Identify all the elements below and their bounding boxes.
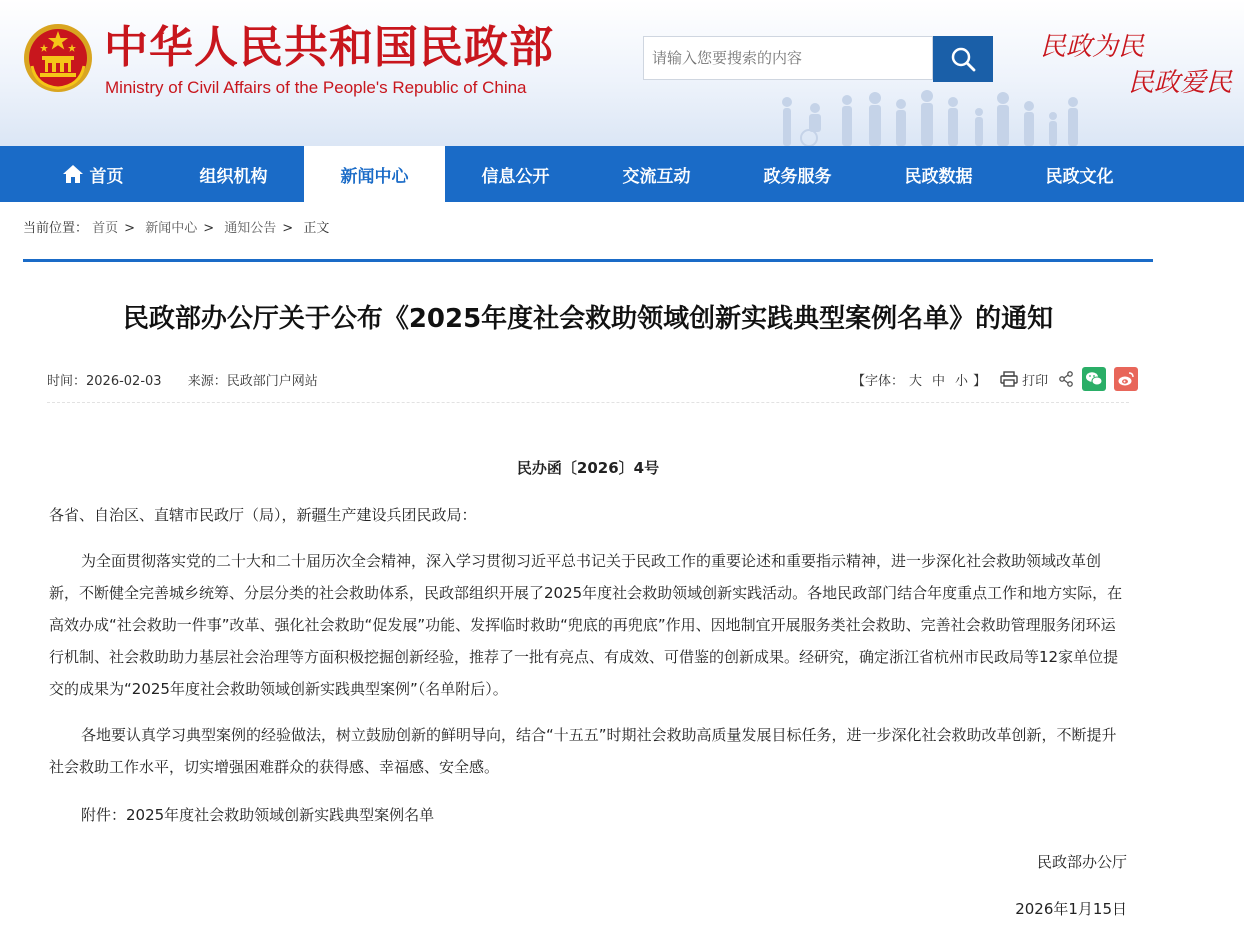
site-subtitle: Ministry of Civil Affairs of the People's Republic of China <box>105 78 527 97</box>
national-emblem-icon[interactable] <box>22 22 94 94</box>
article-title: 民政部办公厅关于公布《2025年度社会救助领域创新实践典型案例名单》的通知 <box>122 304 1054 334</box>
article-source: 来源：民政部门户网站 <box>187 374 318 389</box>
breadcrumb-current: 正文 <box>303 221 330 236</box>
font-size-large[interactable]: 大 <box>909 373 923 389</box>
breadcrumb-separator: > <box>203 221 215 236</box>
breadcrumb-separator: > <box>282 221 294 236</box>
breadcrumb-news[interactable]: 新闻中心 <box>145 221 198 236</box>
breadcrumb-prefix: 当前位置： <box>23 221 89 236</box>
article-tools <box>852 366 1138 392</box>
font-size-small[interactable]: 小 <box>955 373 969 389</box>
breadcrumb-separator: > <box>124 221 136 236</box>
wechat-icon <box>1085 371 1103 387</box>
breadcrumb <box>23 217 329 236</box>
weibo-icon <box>1117 371 1135 387</box>
search-button[interactable] <box>933 36 993 82</box>
people-silhouettes-decoration <box>775 88 1085 146</box>
nav-item-info-disclosure[interactable]: 信息公开 <box>481 166 550 187</box>
slogan-1: 民政为民 <box>1040 32 1145 62</box>
nav-item-interaction[interactable]: 交流互动 <box>622 166 691 187</box>
site-title[interactable]: 中华人民共和国民政部 <box>104 22 554 73</box>
breadcrumb-notices[interactable]: 通知公告 <box>224 221 277 236</box>
site-header <box>0 0 1244 146</box>
nav-item-news-center[interactable]: 新闻中心 <box>304 146 445 202</box>
wechat-share-button[interactable] <box>1082 367 1106 391</box>
article-meta <box>47 370 340 389</box>
print-label: 打印 <box>1022 373 1049 389</box>
weibo-share-button[interactable] <box>1114 367 1138 391</box>
search-icon <box>950 46 976 72</box>
font-size-end: 】 <box>973 373 987 389</box>
font-size-label: 【字体： <box>852 373 905 389</box>
printer-icon <box>1000 371 1018 387</box>
signer: 民政部办公厅 <box>1036 853 1127 871</box>
main-nav <box>0 146 1244 202</box>
article-paragraph-1: 为全面贯彻落实党的二十大和二十届历次全会精神，深入学习贯彻习近平总书记关于民政工作的重要论述和重要指示精神，进一步深化社会救助领域改革创新，不断健全完善城乡统筹、分层分类的社会救助体系，民政部组织开展了2025年度社会救助领域创新实践活动。各地民政部门结合年度重点工作和地方实际，在高效办成“社会救助一件事”改革、强化社会救助“促发展”功能、发挥临时救助“兜底的再兜底”作用、因地制宜开展服务类社会救助、完善社会救助管理服务闭环运行机制、社会救助助力基层社会治理等方面积极挖掘创新经验，推荐了一批有亮点、有成效、可借鉴的创新成果。经研究，确定浙江省杭州市民政局等12家单位提交的成果为“2025年度社会救助领域创新实践典型案例”（名单附后）。 <box>49 552 1123 698</box>
breadcrumb-home[interactable]: 首页 <box>92 221 119 236</box>
nav-item-culture[interactable]: 民政文化 <box>1045 166 1114 187</box>
nav-item-data[interactable]: 民政数据 <box>904 166 973 187</box>
salutation: 各省、自治区、直辖市民政厅（局），新疆生产建设兵团民政局： <box>49 506 477 524</box>
attachment-line[interactable]: 附件：2025年度社会救助领域创新实践典型案例名单 <box>81 806 435 824</box>
content-top-divider <box>23 259 1153 262</box>
document-number: 民办函〔2026〕4号 <box>516 459 660 477</box>
slogan-2: 民政爱民 <box>1128 68 1233 98</box>
article-paragraph-2: 各地要认真学习典型案例的经验做法，树立鼓励创新的鲜明导向，结合“十五五”时期社会救助高质量发展目标任务，进一步深化社会救助改革创新，不断提升社会救助工作水平，切实增强困难群众的获得感、幸福感、安全感。 <box>49 726 1117 776</box>
nav-item-home[interactable] <box>22 146 163 202</box>
share-icon[interactable] <box>1058 371 1074 387</box>
publish-time: 时间：2026-02-03 <box>47 374 162 389</box>
nav-item-organization[interactable]: 组织机构 <box>199 166 268 187</box>
sign-date: 2026年1月15日 <box>1015 900 1127 918</box>
nav-item-gov-services[interactable]: 政务服务 <box>763 166 832 187</box>
nav-item-label: 首页 <box>89 166 124 187</box>
meta-divider <box>47 402 1129 403</box>
font-size-medium[interactable]: 中 <box>932 373 946 389</box>
print-button[interactable] <box>1000 370 1048 389</box>
search-input[interactable] <box>643 36 933 80</box>
home-icon <box>62 164 84 184</box>
